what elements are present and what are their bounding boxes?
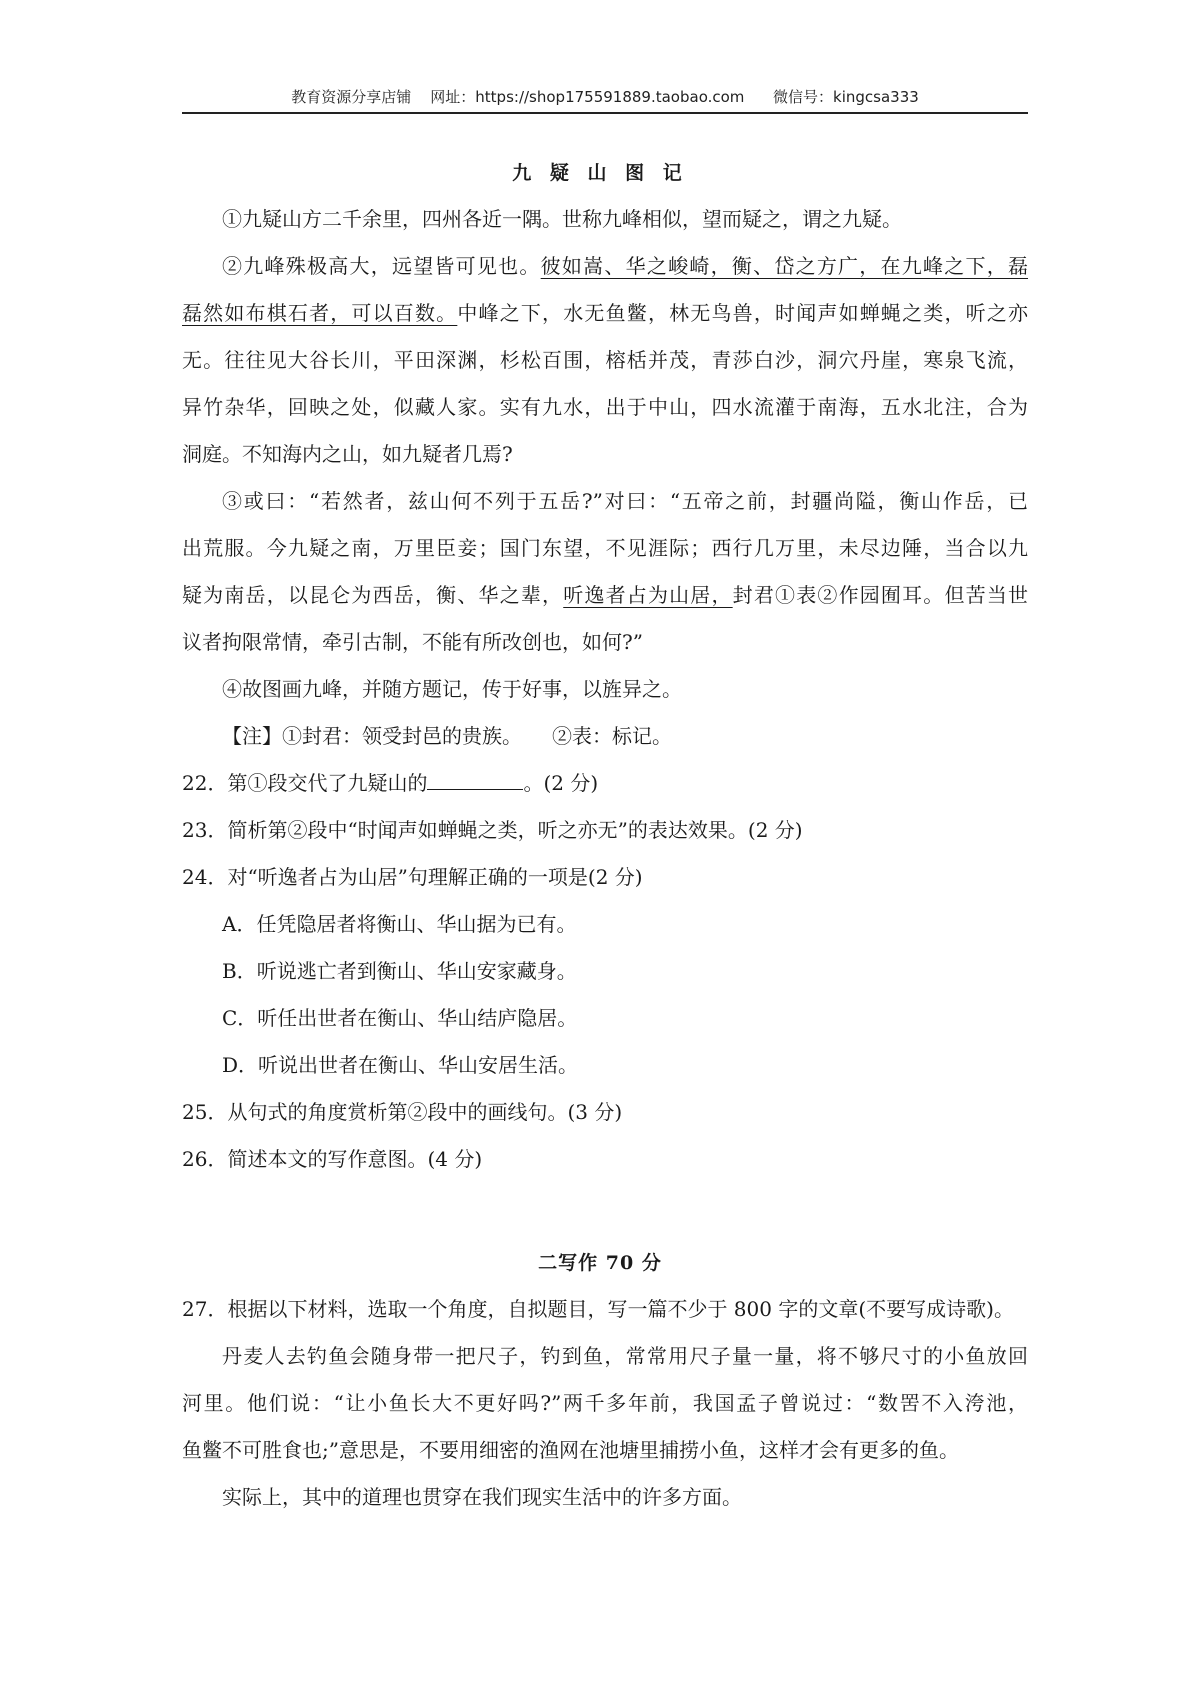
text-span: 疑为南岳，以昆仑为西岳，衡、华之辈， [182,583,564,607]
paragraph-2-line-5: 洞庭。不知海内之山，如九疑者几焉? [182,442,513,466]
question-27: 27．根据以下材料，选取一个角度，自拟题目，写一篇不少于 800 字的文章(不要写成诗歌)。 [182,1297,1014,1321]
option-c: C．听任出世者在衡山、华山结庐隐居。 [222,1006,578,1030]
paragraph-1: ①九疑山方二千余里，四州各近一隅。世称九峰相似，望而疑之，谓之九疑。 [222,207,902,231]
wechat-id: 微信号：kingcsa333 [773,88,919,106]
question-25: 25．从句式的角度赏析第②段中的画线句。(3 分) [182,1100,623,1124]
paragraph-2-line-1 [222,251,1028,281]
material-line-2: 河里。他们说：“让小鱼长大不更好吗?”两千多年前，我国孟子曾说过：“数罟不入洿池， [182,1391,1028,1415]
text-span: 。(2 分) [523,771,599,795]
text-span: 中峰之下，水无鱼鳖，林无鸟兽，时闻声如蝉蝇之类，听之亦 [457,301,1029,325]
shop-name: 教育资源分享店铺 [291,88,412,106]
question-23: 23．简析第②段中“时闻声如蝉蝇之类，听之亦无”的表达效果。(2 分) [182,818,803,842]
paragraph-3-line-1: ③或曰：“若然者，兹山何不列于五岳?”对曰：“五帝之前，封疆尚隘，衡山作岳，已 [222,489,1028,513]
writing-section-title: 二写作 70 分 [538,1252,662,1274]
answer-blank [427,769,523,790]
underlined-sentence: 彼如嵩、华之峻崎，衡、岱之方广，在九峰之下，磊 [540,254,1029,278]
material-line-1: 丹麦人去钓鱼会随身带一把尺子，钓到鱼，常常用尺子量一量，将不够尺寸的小鱼放回 [222,1344,1028,1368]
paragraph-4: ④故图画九峰，并随方题记，传于好事，以旌异之。 [222,677,682,701]
question-22 [182,768,1028,798]
text-span: 封君①表②作园囿耳。但苦当世 [732,583,1029,607]
question-24: 24．对“听逸者占为山居”句理解正确的一项是(2 分) [182,865,643,889]
question-26: 26．简述本文的写作意图。(4 分) [182,1147,483,1171]
annotation-note: 【注】①封君：领受封邑的贵族。 ②表：标记。 [222,724,672,748]
passage-title: 九 疑 山 图 记 [512,162,688,184]
option-a: A．任凭隐居者将衡山、华山据为已有。 [222,912,577,936]
paragraph-2-line-2 [182,298,1028,328]
option-b: B．听说逃亡者到衡山、华山安家藏身。 [222,959,577,983]
paragraph-2-line-3: 无。往往见大谷长川，平田深渊，杉松百围，榕栝并茂，青莎白沙，洞穴丹崖，寒泉飞流， [182,348,1028,372]
material-line-3: 鱼鳖不可胜食也;”意思是，不要用细密的渔网在池塘里捕捞小鱼，这样才会有更多的鱼。 [182,1438,959,1462]
paragraph-3-line-2: 出荒服。今九疑之南，万里臣妾；国门东望，不见涯际；西行几万里，未尽边陲，当合以九 [182,536,1028,560]
shop-url: 网址：https://shop175591889.taobao.com [430,88,745,106]
paragraph-3-line-3 [182,580,1028,610]
page-header [182,86,1028,114]
text-span: 22．第①段交代了九疑山的 [182,771,428,795]
paragraph-3-line-4: 议者拘限常情，牵引古制，不能有所改创也，如何?” [182,630,643,654]
underlined-sentence: 听逸者占为山居， [563,583,733,607]
option-d: D．听说出世者在衡山、华山安居生活。 [222,1053,579,1077]
paragraph-2-line-4: 异竹杂华，回映之处，似藏人家。实有九水，出于中山，四水流灌于南海，五水北注，合为 [182,395,1028,419]
underlined-sentence: 磊然如布棋石者，可以百数。 [182,301,458,325]
material-line-4: 实际上，其中的道理也贯穿在我们现实生活中的许多方面。 [222,1485,742,1509]
text-span: ②九峰殊极高大，远望皆可见也。 [222,254,541,278]
